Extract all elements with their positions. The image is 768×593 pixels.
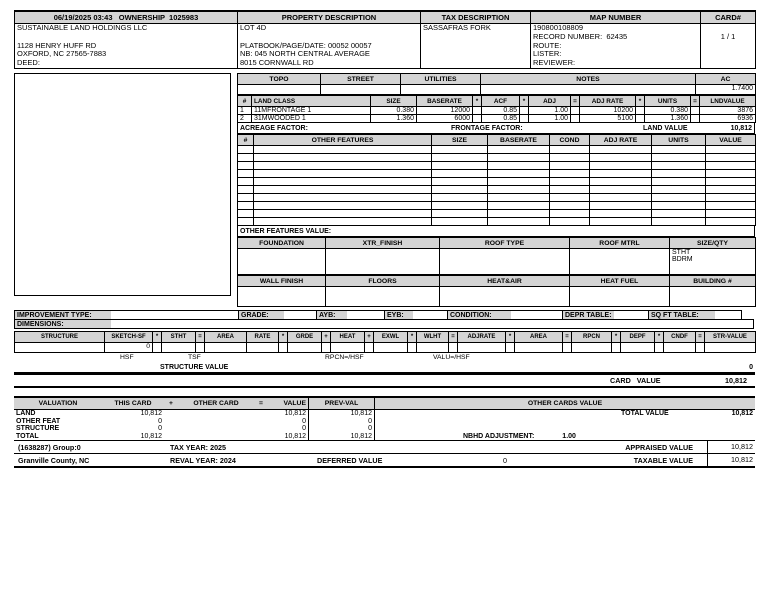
land-table bbox=[237, 95, 756, 123]
size-qty-cell bbox=[670, 249, 756, 275]
building-value-row-1 bbox=[238, 249, 756, 275]
ac-header: AC bbox=[696, 74, 756, 85]
valuation-header: VALUATION bbox=[38, 400, 78, 407]
stht-label: STHT bbox=[672, 249, 691, 256]
other-features-empty-row bbox=[238, 146, 756, 154]
eyb-label: EYB: bbox=[384, 310, 414, 320]
tsf-label: TSF bbox=[188, 354, 201, 361]
valuation-row-total: TOTAL 10,812 10,812 bbox=[16, 432, 306, 440]
bdrm-label: BDRM bbox=[672, 256, 693, 263]
ayb-label: AYB: bbox=[316, 310, 348, 320]
record-number: RECORD NUMBER: 62435 bbox=[533, 31, 628, 41]
other-features-empty-row bbox=[238, 218, 756, 226]
land-row: 1 11MFRONTAGE 1 0.380 12000 0.85 1.00 10200 0.380 3876 bbox=[238, 107, 756, 115]
appraised-value-label: APPRAISED VALUE bbox=[625, 442, 693, 452]
land-row: 2 31MWOODED 1 1.360 6000 0.85 1.00 5100 1.360 6936 bbox=[238, 115, 756, 123]
reval-year: REVAL YEAR: 2024 bbox=[170, 455, 236, 465]
valuation-left-block bbox=[14, 410, 308, 440]
other-cards-block bbox=[375, 410, 755, 440]
site-value-row bbox=[238, 85, 756, 95]
footer-row-1 bbox=[14, 441, 755, 454]
sketch-sf-value: 0 bbox=[105, 343, 153, 353]
property-lot: LOT 4D bbox=[240, 23, 267, 32]
building-table-1 bbox=[237, 237, 756, 275]
other-features-empty-row bbox=[238, 162, 756, 170]
footer-row-2 bbox=[14, 454, 755, 466]
appraised-value: 10,812 bbox=[707, 441, 755, 453]
property-description-block bbox=[238, 24, 421, 69]
building-table-2 bbox=[237, 275, 756, 307]
county-name: Granville County, NC bbox=[18, 455, 90, 465]
lister: LISTER: bbox=[533, 49, 562, 59]
deferred-value: 0 bbox=[503, 455, 507, 465]
total-value-label: TOTAL VALUE bbox=[621, 410, 669, 418]
valuation-header-row bbox=[14, 398, 755, 410]
tax-district: SASSAFRAS FORK bbox=[423, 23, 491, 32]
owner-address2: OXFORD, NC 27565-7883 bbox=[17, 49, 107, 59]
other-features-empty-row bbox=[238, 170, 756, 178]
valuation-row-other-feat: OTHER FEAT 0 0 bbox=[16, 417, 306, 425]
footer-section bbox=[14, 441, 755, 468]
owner-deed: DEED: bbox=[17, 58, 40, 68]
other-features-empty-row bbox=[238, 210, 756, 218]
other-features-value-label: OTHER FEATURES VALUE: bbox=[240, 227, 332, 235]
plus-sign: + bbox=[169, 400, 173, 407]
dimensions-row bbox=[14, 319, 755, 329]
structure-value-row bbox=[14, 362, 755, 373]
this-card-header: THIS CARD bbox=[114, 400, 152, 407]
tax-year: TAX YEAR: 2025 bbox=[170, 442, 227, 452]
land-value: 10,812 bbox=[730, 124, 752, 132]
sketch-area bbox=[14, 73, 231, 296]
owner-name: SUSTAINABLE LAND HOLDINGS LLC bbox=[17, 23, 148, 32]
total-value-row bbox=[375, 410, 755, 418]
total-value: 10,812 bbox=[731, 410, 753, 418]
card-value-label: CARD VALUE bbox=[610, 376, 661, 385]
taxable-value-label: TAXABLE VALUE bbox=[633, 455, 693, 465]
nbhd-adjustment-value: 1.00 bbox=[562, 432, 576, 440]
utilities-header: UTILITIES bbox=[401, 74, 481, 85]
other-features-empty-row bbox=[238, 194, 756, 202]
condition-label: CONDITION: bbox=[447, 310, 512, 320]
hsf-label: HSF bbox=[120, 354, 134, 361]
owner-address1: 1128 HENRY HUFF RD bbox=[17, 40, 97, 50]
page-header-table bbox=[14, 10, 756, 69]
other-features-value-bar bbox=[237, 226, 755, 237]
other-card-header: OTHER CARD bbox=[193, 400, 239, 407]
valuation-row-structure: STRUCTURE 0 0 bbox=[16, 425, 306, 433]
building-header-row-1: FOUNDATION XTR_FINISH ROOF TYPE ROOF MTRL SIZE/QTY bbox=[238, 238, 756, 249]
equals-sign: = bbox=[259, 400, 263, 407]
tax-description-header: TAX DESCRIPTION bbox=[421, 11, 531, 24]
other-features-empty-row bbox=[238, 186, 756, 194]
property-platbook: PLATBOOK/PAGE/DATE: 00052 00057 bbox=[240, 40, 372, 50]
other-features-header-row: # OTHER FEATURES SIZE BASERATE COND ADJ RATE UNITS VALUE bbox=[238, 135, 756, 146]
property-nb: NB: 045 NORTH CENTRAL AVERAGE bbox=[240, 49, 370, 59]
other-features-empty-row bbox=[238, 178, 756, 186]
route: ROUTE: bbox=[533, 40, 562, 50]
structure-footnote-row bbox=[14, 353, 755, 362]
parcel-group: (1638287) Group:0 bbox=[18, 442, 81, 452]
depr-table-label: DEPR TABLE: bbox=[562, 310, 615, 320]
card-number-header: CARD# bbox=[701, 11, 756, 24]
tax-description-block bbox=[421, 24, 531, 69]
card-number-block bbox=[701, 24, 756, 69]
valu-hsf-label: VALU=/HSF bbox=[433, 354, 470, 361]
structure-table bbox=[14, 331, 756, 353]
reviewer: REVIEWER: bbox=[533, 58, 576, 68]
grade-label: GRADE: bbox=[238, 310, 285, 320]
map-number-header: MAP NUMBER bbox=[531, 11, 701, 24]
deferred-value-label: DEFERRED VALUE bbox=[317, 455, 383, 465]
dimensions-label: DIMENSIONS: bbox=[14, 319, 112, 329]
nbhd-adjustment-label: NBHD ADJUSTMENT: bbox=[463, 432, 535, 440]
topo-header: TOPO bbox=[238, 74, 321, 85]
frontage-factor-label: FRONTAGE FACTOR: bbox=[451, 124, 523, 132]
property-street: 8015 CORNWALL RD bbox=[240, 58, 314, 68]
building-header-row-2: WALL FINISH FLOORS HEAT&AIR HEAT FUEL BUILDING # bbox=[238, 276, 756, 287]
card-value-row bbox=[14, 373, 755, 388]
land-factors-bar bbox=[237, 123, 755, 134]
property-description-header: PROPERTY DESCRIPTION bbox=[238, 11, 421, 24]
ownership-header: 06/19/2025 03:43 OWNERSHIP 1025983 bbox=[15, 11, 238, 24]
building-value-row-2 bbox=[238, 287, 756, 307]
other-cards-value-header: OTHER CARDS VALUE bbox=[527, 400, 603, 407]
acreage-factor-label: ACREAGE FACTOR: bbox=[240, 124, 308, 132]
prev-val-block: 10,812 0 0 10,812 bbox=[308, 410, 375, 440]
site-table bbox=[237, 73, 756, 95]
structure-value: 0 bbox=[749, 363, 753, 371]
valuation-section bbox=[14, 396, 755, 441]
owner-block bbox=[15, 24, 238, 69]
notes-header: NOTES bbox=[481, 74, 696, 85]
land-header-row: # LAND CLASS SIZE BASERATE * ACF * ADJ = ADJ RATE * UNITS = LNDVALUE bbox=[238, 96, 756, 107]
prev-val-header: PREV-VAL bbox=[308, 398, 375, 409]
sqft-table-label: SQ FT TABLE: bbox=[648, 310, 716, 320]
structure-value-label: STRUCTURE VALUE bbox=[160, 363, 229, 371]
map-number: 190800108809 bbox=[533, 23, 584, 32]
other-features-table bbox=[237, 134, 756, 226]
structure-data-row bbox=[15, 343, 756, 353]
improvement-type-label: IMPROVEMENT TYPE: bbox=[14, 310, 112, 320]
site-header-row bbox=[238, 74, 756, 85]
map-number-block bbox=[531, 24, 701, 69]
value-header: VALUE bbox=[283, 400, 306, 407]
valuation-row-land: LAND 10,812 10,812 bbox=[16, 410, 306, 418]
ac-value: 1.7400 bbox=[696, 85, 756, 95]
other-features-empty-row bbox=[238, 202, 756, 210]
card-value: 10,812 bbox=[725, 376, 747, 385]
card-number-value: 1 / 1 bbox=[720, 32, 736, 41]
header-info-row bbox=[15, 24, 756, 69]
nbhd-adjustment-row bbox=[375, 433, 755, 441]
land-value-label: LAND VALUE bbox=[643, 124, 688, 132]
street-header: STREET bbox=[321, 74, 401, 85]
dimensions-value bbox=[111, 319, 754, 329]
structure-header-row: STRUCTURE SKETCH-SF * STHT = AREA RATE * GRDE + HEAT + EXWL * WLHT = ADJRATE * AREA = RPCN * DEPF * CNDF = STR-VALUE bbox=[15, 332, 756, 343]
taxable-value: 10,812 bbox=[707, 454, 755, 466]
other-features-empty-row bbox=[238, 154, 756, 162]
rpcn-hsf-label: RPCN=/HSF bbox=[325, 354, 364, 361]
header-title-row bbox=[15, 11, 756, 24]
